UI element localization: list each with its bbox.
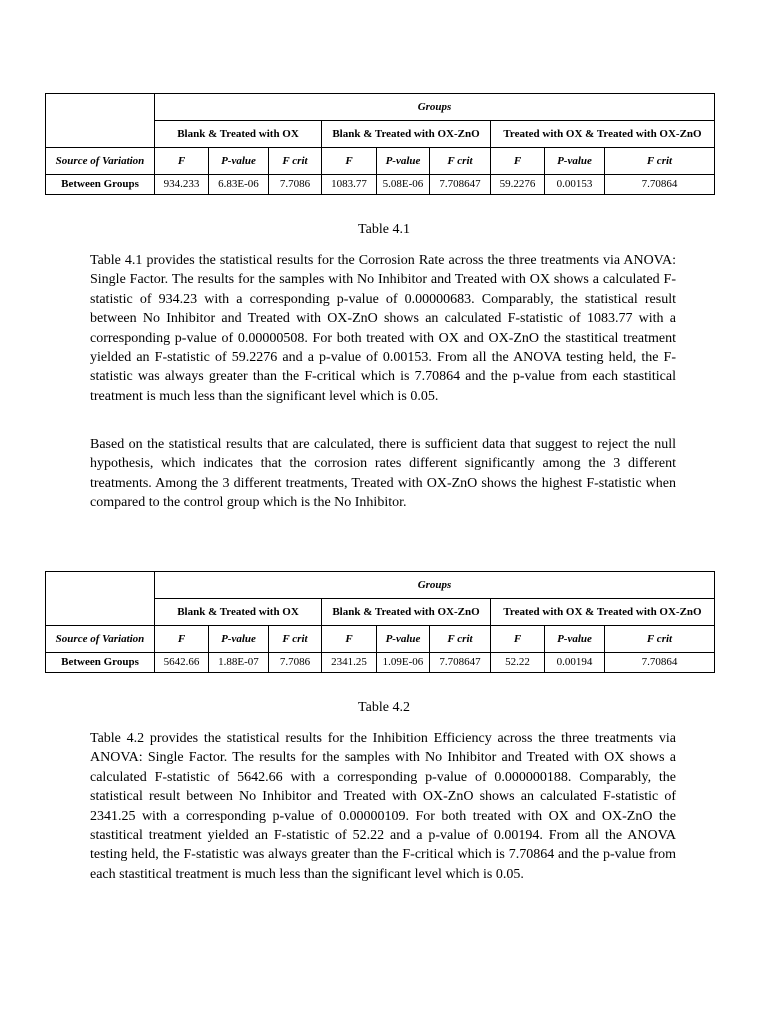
groups-header: Groups — [155, 94, 715, 121]
value-cell: 2341.25 — [322, 653, 377, 673]
value-cell: 0.00153 — [545, 175, 605, 195]
value-cell: 59.2276 — [491, 175, 545, 195]
pair-header-blank-oxzno: Blank & Treated with OX-ZnO — [322, 121, 491, 148]
pair-header-blank-ox: Blank & Treated with OX — [155, 599, 322, 626]
value-cell: 7.70864 — [605, 653, 715, 673]
table-corner-cell — [46, 94, 155, 148]
pair-header-ox-oxzno: Treated with OX & Treated with OX-ZnO — [491, 121, 715, 148]
column-header-p-value: P-value — [545, 626, 605, 653]
column-header-f: F — [155, 626, 209, 653]
table-caption-4-2: Table 4.2 — [358, 700, 410, 715]
column-header-p-value: P-value — [545, 148, 605, 175]
column-header-f-crit: F crit — [605, 626, 715, 653]
row-label-between-groups: Between Groups — [46, 175, 155, 195]
paragraph-table-4-2-results: Table 4.2 provides the statistical results for the Inhibition Efficiency across the three treatments via ANOVA: Single Factor. The results for the samples with No Inhibitor and Treated with OX shows a calculated F-statistic of 5642.66 with a corresponding p-value of 0.000000188. Comparably, the statistical result between No Inhibitor and Treated with OX-ZnO shows an calculated F-statistic of 2341.25 with a corresponding p-value of 0.00000109. For both treated with OX and OX-ZnO the stastitical treatment yielded an F-statistic of 52.22 and a p-value of 0.00194. From all the ANOVA testing held, the F-statistic was always greater than the F-critical which is 7.70864 and the p-value from each stastitical treatment is much less than the significant level which is 0.05. — [90, 731, 676, 882]
column-header-f-crit: F crit — [269, 626, 322, 653]
column-header-f: F — [491, 148, 545, 175]
column-header-p-value: P-value — [209, 626, 269, 653]
column-header-f: F — [322, 148, 377, 175]
anova-table-corrosion-rate — [45, 93, 715, 195]
value-cell: 5642.66 — [155, 653, 209, 673]
column-header-f-crit: F crit — [269, 148, 322, 175]
table-caption-4-1: Table 4.1 — [358, 222, 410, 237]
column-header-f: F — [155, 148, 209, 175]
paragraph-conclusion: Based on the statistical results that are calculated, there is sufficient data that suggest to reject the null hypothesis, which indicates that the corrosion rates different significantly among the 3 different treatments. Among the 3 different treatments, Treated with OX-ZnO shows the highest F-statistic when compared to the control group which is the No Inhibitor. — [90, 437, 676, 511]
column-header-p-value: P-value — [209, 148, 269, 175]
value-cell: 7.708647 — [430, 175, 491, 195]
column-header-f-crit: F crit — [430, 626, 491, 653]
value-cell: 1.88E-07 — [209, 653, 269, 673]
value-cell: 1083.77 — [322, 175, 377, 195]
groups-header: Groups — [155, 572, 715, 599]
source-of-variation-header: Source of Variation — [46, 148, 155, 175]
value-cell: 7.7086 — [269, 653, 322, 673]
value-cell: 7.708647 — [430, 653, 491, 673]
paragraph-table-4-1-results: Table 4.1 provides the statistical results for the Corrosion Rate across the three treatments via ANOVA: Single Factor. The results for the samples with No Inhibitor and Treated with OX shows a calculated F-statistic of 934.23 with a corresponding p-value of 0.00000683. Comparably, the statistical result between No Inhibitor and Treated with OX-ZnO shows an calculated F-statistic of 1083.77 with a corresponding p-value of 0.00000508. For both treated with OX and OX-ZnO the stastitical treatment yielded an F-statistic of 59.2276 and a p-value of 0.00153. From all the ANOVA testing held, the F-statistic was always greater than the F-critical which is 7.70864 and the p-value from each stastitical treatment is much less than the significant level which is 0.05. — [90, 253, 676, 404]
value-cell: 6.83E-06 — [209, 175, 269, 195]
anova-table-inhibition-efficiency — [45, 571, 715, 673]
value-cell: 5.08E-06 — [377, 175, 430, 195]
row-label-between-groups: Between Groups — [46, 653, 155, 673]
pair-header-blank-ox: Blank & Treated with OX — [155, 121, 322, 148]
value-cell: 7.70864 — [605, 175, 715, 195]
pair-header-ox-oxzno: Treated with OX & Treated with OX-ZnO — [491, 599, 715, 626]
value-cell: 7.7086 — [269, 175, 322, 195]
column-header-f-crit: F crit — [605, 148, 715, 175]
value-cell: 52.22 — [491, 653, 545, 673]
pair-header-blank-oxzno: Blank & Treated with OX-ZnO — [322, 599, 491, 626]
value-cell: 1.09E-06 — [377, 653, 430, 673]
column-header-f: F — [322, 626, 377, 653]
value-cell: 934.233 — [155, 175, 209, 195]
source-of-variation-header: Source of Variation — [46, 626, 155, 653]
column-header-p-value: P-value — [377, 148, 430, 175]
value-cell: 0.00194 — [545, 653, 605, 673]
table-corner-cell — [46, 572, 155, 626]
column-header-f-crit: F crit — [430, 148, 491, 175]
column-header-f: F — [491, 626, 545, 653]
column-header-p-value: P-value — [377, 626, 430, 653]
